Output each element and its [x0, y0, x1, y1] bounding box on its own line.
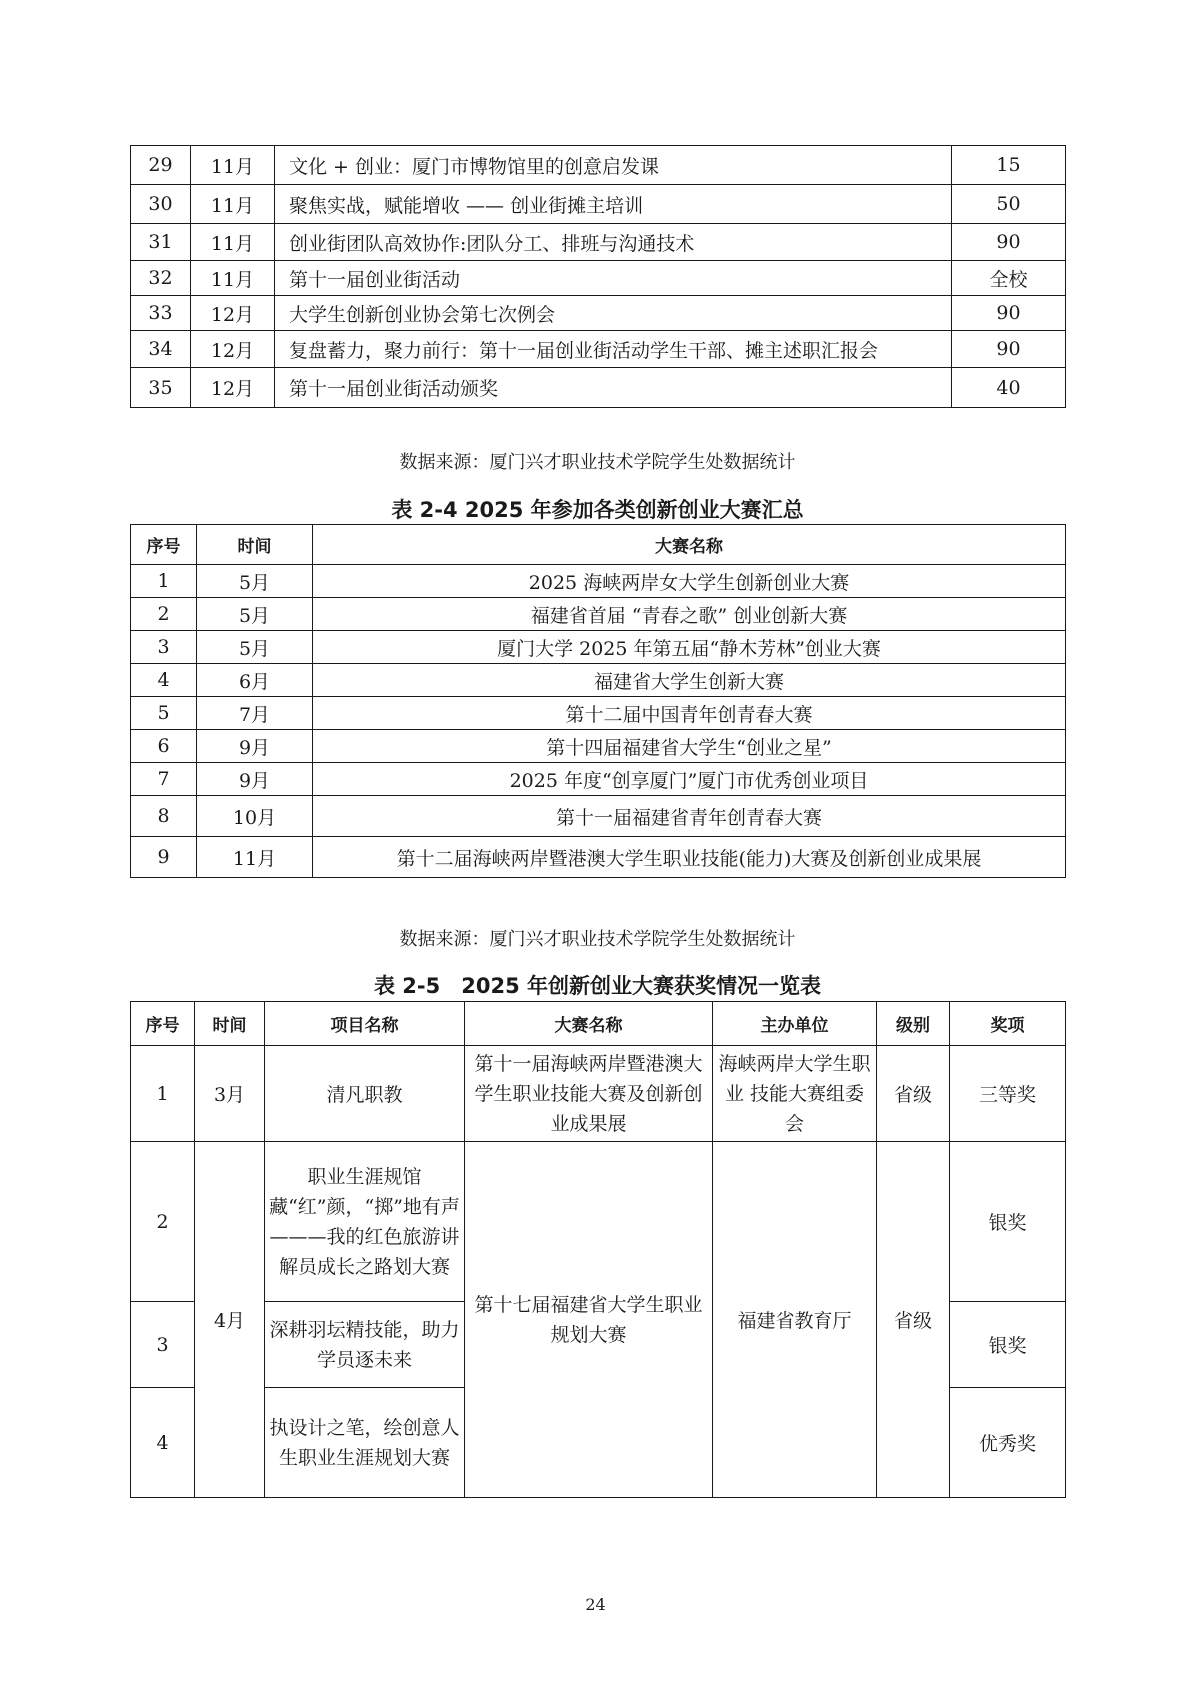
table3-caption: 表 2-5 2025 年创新创业大赛获奖情况一览表 — [373, 974, 821, 998]
cell-month: 11月 — [191, 146, 275, 185]
award-table — [130, 1001, 1066, 1498]
cell-title: 第十一届创业街活动颁奖 — [275, 368, 952, 408]
cell-contest: 第十一届海峡两岸暨港澳大学生职业技能大赛及创新创业成果展 — [465, 1046, 713, 1142]
cell-time: 9月 — [197, 730, 313, 763]
table-row — [131, 565, 1066, 598]
cell-count: 90 — [952, 224, 1066, 261]
cell-project: 职业生涯规馆藏“红”颜，“掷”地有声———我的红色旅游讲解员成长之路划大赛 — [265, 1142, 465, 1302]
cell-no: 34 — [131, 331, 191, 368]
cell-no: 3 — [131, 1302, 195, 1388]
cell-no: 6 — [131, 730, 197, 763]
cell-month: 11月 — [191, 224, 275, 261]
cell-no: 30 — [131, 185, 191, 224]
cell-name: 厦门大学 2025 年第五届“静木芳林”创业大赛 — [313, 631, 1066, 664]
page-number: 24 — [585, 1595, 606, 1614]
table-row — [131, 664, 1066, 697]
cell-no: 7 — [131, 763, 197, 796]
table-row — [131, 763, 1066, 796]
activity-table — [130, 145, 1066, 408]
table1-source: 数据来源：厦门兴才职业技术学院学生处数据统计 — [399, 452, 796, 473]
cell-time: 9月 — [197, 763, 313, 796]
cell-time: 5月 — [197, 598, 313, 631]
cell-name: 福建省大学生创新大赛 — [313, 664, 1066, 697]
header-time: 时间 — [195, 1002, 265, 1046]
cell-no: 2 — [131, 598, 197, 631]
cell-level: 省级 — [877, 1046, 950, 1142]
cell-count: 40 — [952, 368, 1066, 408]
cell-title: 聚焦实战，赋能增收 —— 创业街摊主培训 — [275, 185, 952, 224]
table-row — [131, 1046, 1066, 1142]
cell-title: 第十一届创业街活动 — [275, 261, 952, 296]
table-row — [131, 1142, 1066, 1302]
cell-count: 全校 — [952, 261, 1066, 296]
cell-no: 3 — [131, 631, 197, 664]
cell-no: 31 — [131, 224, 191, 261]
cell-no: 4 — [131, 1388, 195, 1498]
table-row — [131, 697, 1066, 730]
table-header-row — [131, 525, 1066, 565]
table2-caption: 表 2-4 2025 年参加各类创新创业大赛汇总 — [391, 498, 804, 522]
table-row — [131, 598, 1066, 631]
cell-month: 11月 — [191, 261, 275, 296]
header-contest: 大赛名称 — [465, 1002, 713, 1046]
cell-no: 2 — [131, 1142, 195, 1302]
cell-name: 第十一届福建省青年创青春大赛 — [313, 796, 1066, 837]
table-row — [131, 296, 1066, 331]
table2-source: 数据来源：厦门兴才职业技术学院学生处数据统计 — [399, 929, 796, 950]
cell-no: 4 — [131, 664, 197, 697]
table-row — [131, 146, 1066, 185]
header-name: 大赛名称 — [313, 525, 1066, 565]
cell-organizer: 海峡两岸大学生职业 技能大赛组委会 — [713, 1046, 877, 1142]
cell-month: 12月 — [191, 296, 275, 331]
header-project: 项目名称 — [265, 1002, 465, 1046]
cell-award: 银奖 — [950, 1302, 1066, 1388]
table-row — [131, 224, 1066, 261]
cell-no: 9 — [131, 837, 197, 878]
header-award: 奖项 — [950, 1002, 1066, 1046]
cell-time: 11月 — [197, 837, 313, 878]
cell-time: 7月 — [197, 697, 313, 730]
cell-name: 第十二届海峡两岸暨港澳大学生职业技能(能力)大赛及创新创业成果展 — [313, 837, 1066, 878]
cell-organizer: 福建省教育厅 — [713, 1142, 877, 1498]
header-no: 序号 — [131, 1002, 195, 1046]
cell-month: 12月 — [191, 331, 275, 368]
cell-no: 32 — [131, 261, 191, 296]
table-header-row — [131, 1002, 1066, 1046]
table-row — [131, 796, 1066, 837]
cell-title: 大学生创新创业协会第七次例会 — [275, 296, 952, 331]
cell-month: 11月 — [191, 185, 275, 224]
cell-title: 复盘蓄力，聚力前行：第十一届创业街活动学生干部、摊主述职汇报会 — [275, 331, 952, 368]
table-row — [131, 331, 1066, 368]
cell-name: 福建省首届 “青春之歌” 创业创新大赛 — [313, 598, 1066, 631]
cell-level: 省级 — [877, 1142, 950, 1498]
table-row — [131, 837, 1066, 878]
header-level: 级别 — [877, 1002, 950, 1046]
contest-table — [130, 524, 1066, 878]
cell-time: 4月 — [195, 1142, 265, 1498]
cell-award: 三等奖 — [950, 1046, 1066, 1142]
cell-name: 第十四届福建省大学生“创业之星” — [313, 730, 1066, 763]
cell-no: 29 — [131, 146, 191, 185]
table-row — [131, 185, 1066, 224]
cell-title: 文化 + 创业：厦门市博物馆里的创意启发课 — [275, 146, 952, 185]
cell-no: 35 — [131, 368, 191, 408]
cell-no: 33 — [131, 296, 191, 331]
cell-month: 12月 — [191, 368, 275, 408]
cell-project: 执设计之笔，绘创意人生职业生涯规划大赛 — [265, 1388, 465, 1498]
cell-name: 2025 年度“创享厦门”厦门市优秀创业项目 — [313, 763, 1066, 796]
cell-time: 10月 — [197, 796, 313, 837]
cell-no: 8 — [131, 796, 197, 837]
cell-project: 清凡职教 — [265, 1046, 465, 1142]
cell-name: 2025 海峡两岸女大学生创新创业大赛 — [313, 565, 1066, 598]
cell-time: 6月 — [197, 664, 313, 697]
cell-count: 90 — [952, 331, 1066, 368]
cell-award: 优秀奖 — [950, 1388, 1066, 1498]
cell-project: 深耕羽坛精技能，助力学员逐未来 — [265, 1302, 465, 1388]
cell-time: 5月 — [197, 565, 313, 598]
cell-no: 1 — [131, 565, 197, 598]
cell-count: 15 — [952, 146, 1066, 185]
cell-time: 5月 — [197, 631, 313, 664]
cell-title: 创业街团队高效协作:团队分工、排班与沟通技术 — [275, 224, 952, 261]
table-row — [131, 261, 1066, 296]
table-row — [131, 730, 1066, 763]
cell-no: 1 — [131, 1046, 195, 1142]
cell-award: 银奖 — [950, 1142, 1066, 1302]
table-row — [131, 631, 1066, 664]
cell-name: 第十二届中国青年创青春大赛 — [313, 697, 1066, 730]
header-no: 序号 — [131, 525, 197, 565]
cell-no: 5 — [131, 697, 197, 730]
header-organizer: 主办单位 — [713, 1002, 877, 1046]
cell-count: 90 — [952, 296, 1066, 331]
cell-time: 3月 — [195, 1046, 265, 1142]
cell-contest: 第十七届福建省大学生职业规划大赛 — [465, 1142, 713, 1498]
cell-count: 50 — [952, 185, 1066, 224]
header-time: 时间 — [197, 525, 313, 565]
table-row — [131, 368, 1066, 408]
